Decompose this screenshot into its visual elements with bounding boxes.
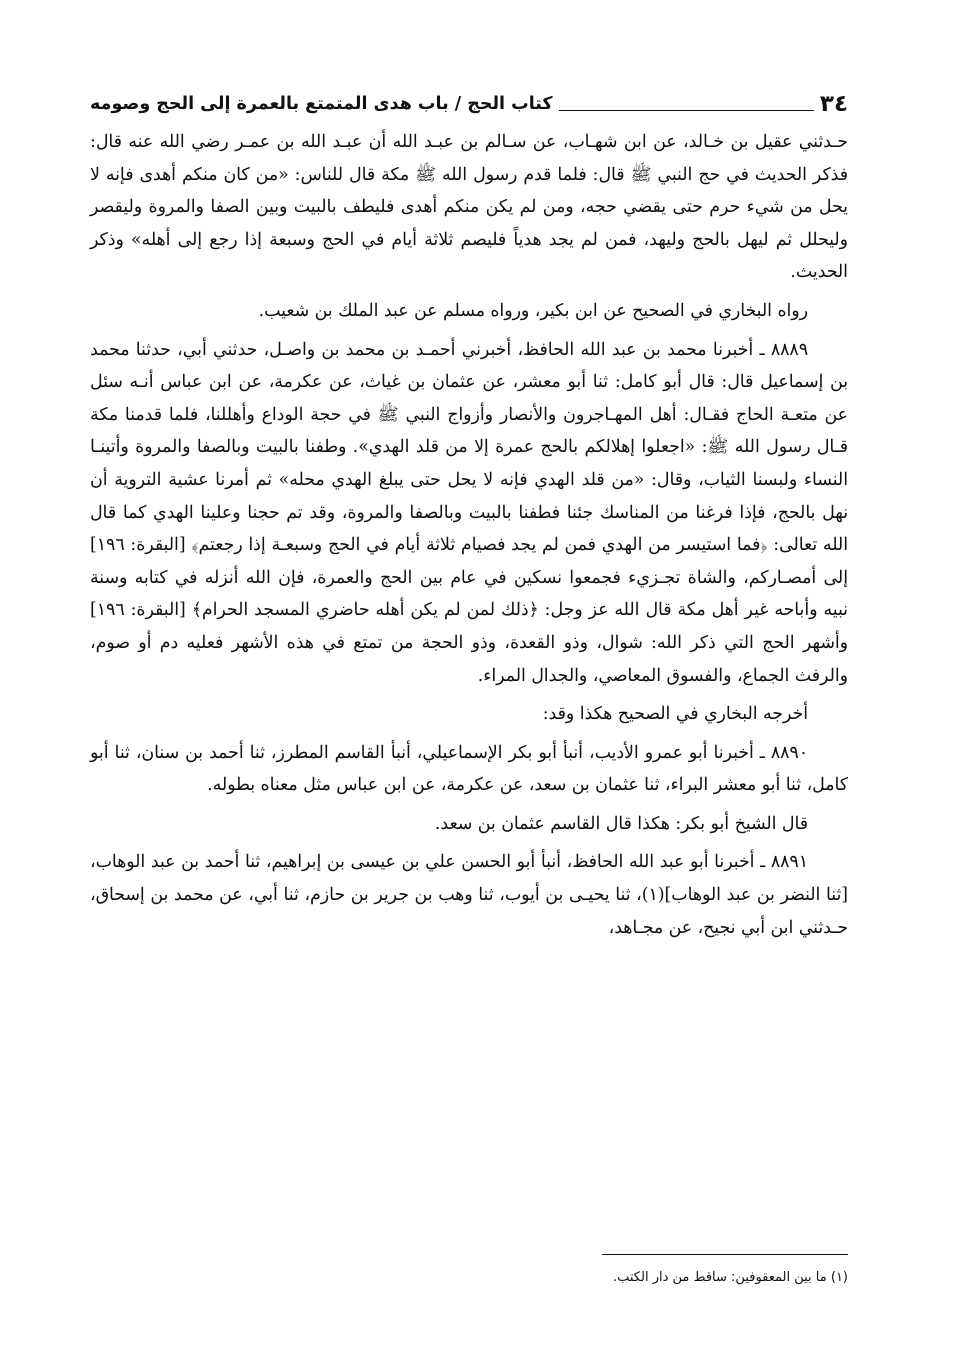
header-rule xyxy=(559,110,814,111)
footnote-rule xyxy=(602,1254,848,1255)
hadith-8890: ٨٨٩٠ ـ أخبرنا أبو عمرو الأديب، أنبأ أبو بكر الإسماعيلي، أنبأ القاسم المطرز، ثنا أحمد بن سنان، ثنا أبو كامل، ثنا أبو معشر البراء، ثنا عثمان بن سعد، عن عكرمة، عن ابن عباس مثل معناه بطوله. xyxy=(90,742,848,796)
hadith-8889: ٨٨٨٩ ـ أخبرنا محمد بن عبد الله الحافظ، أخبرني أحمـد بن محمد بن واصـل، حدثني أبي، حدثنا محمد بن إسماعيل قال: قال أبو كامل: ثنا أبو معشر، عن عثمان بن غياث، عن عكرمة، عن ابن عباس أنـه سئل عن متعـة الحاج فقـال: أهل المهـاجرون والأنصار وأزواج النبي ﷺ في حجة الوداع وأهللنا، فلما قدمنا مكة قـال رسول الله ﷺ: «اجعلوا إهلالكم بالحج عمرة إلا من قلد الهدي». وطفنا بالبيت وبالصفا والمروة وأتينـا النساء ولبسنا الثياب، وقال: «من قلد الهدي فإنه لا يحل حتى يبلغ الهدي محله» ثم أمرنا عشية التروية أن نهل بالحج، فإذا فرغنا من المناسك جئنا فطفنا بالبيت وبالصفا والمروة، وقد تم حجنا وعلينا الهدي كما قال الله تعالى: ﴿فما استيسر من الهدي فمن لم يجد فصيام ثلاثة أيام في الحج وسبعـة إذا رجعتم﴾ [البقرة: ١٩٦] إلى أمصـاركم، والشاة تجـزيء فجمعوا نسكين في عام بين الحج والعمرة، فإن الله أنزله في كتابه وسنة نبيه وأباحه غير أهل مكة قال الله عز وجل: ﴿ذلك لمن لم يكن أهله حاضري المسجد الحرام﴾ [البقرة: ١٩٦] وأشهر الحج التي ذكر الله: شوال، وذو القعدة، وذو الحجة من تمتع في هذه الأشهر فعليه دم أو صوم، والرفث الجماع، والفسوق المعاصي، والجدال المراء. xyxy=(90,339,848,686)
page-number: ٣٤ xyxy=(819,91,848,117)
hadith-8891: ٨٨٩١ ـ أخبرنا أبو عبد الله الحافظ، أنبأ أبو الحسن علي بن عيسى بن إبراهيم، ثنا أحمد بن عبد الوهاب، [ثنا النضر بن عبد الوهاب](١)، ثنا يحيـى بن أيوب، ثنا وهب بن جرير بن حازم، ثنا أبي، عن محمد بن إسحاق، حـدثني ابن أبي نجيح، عن مجـاهد، xyxy=(90,852,848,938)
running-title: كتاب الحج / باب هدى المتمتع بالعمرة إلى الحج وصومه xyxy=(90,94,553,114)
paragraph-2: رواه البخاري في الصحيح عن ابن بكير، ورواه مسلم عن عبد الملك بن شعيب. xyxy=(258,300,808,321)
page-header xyxy=(90,84,848,118)
paragraph-1: حـدثني عقيل بن خـالد، عن ابن شهـاب، عن سـالم بن عبـد الله أن عبـد الله بن عمـر رضي الله عنه قال: فذكر الحديث في حج النبي ﷺ قال: فلما قدم رسول الله ﷺ مكة قال للناس: «من كان منكم أهدى فإنه لا يحل من شيء حرم حتى يقضي حجه، ومن لم يكن منكم أهدى فليطف بالبيت وبين الصفا والمروة وليقصر وليحلل ثم ليهل بالحج وليهد، فمن لم يجد هدياً فليصم ثلاثة أيام في الحج وسبعة إذا رجع إلى أهله» وذكر الحديث. xyxy=(90,132,848,283)
body-text xyxy=(90,126,848,950)
paragraph-6: قال الشيخ أبو بكر: هكذا قال القاسم عثمان بن سعد. xyxy=(434,813,808,834)
footnote: (١) ما بين المعقوفين: ساقط من دار الكتب. xyxy=(612,1270,848,1285)
paragraph-4: أخرجه البخاري في الصحيح هكذا وقد: xyxy=(542,704,808,725)
